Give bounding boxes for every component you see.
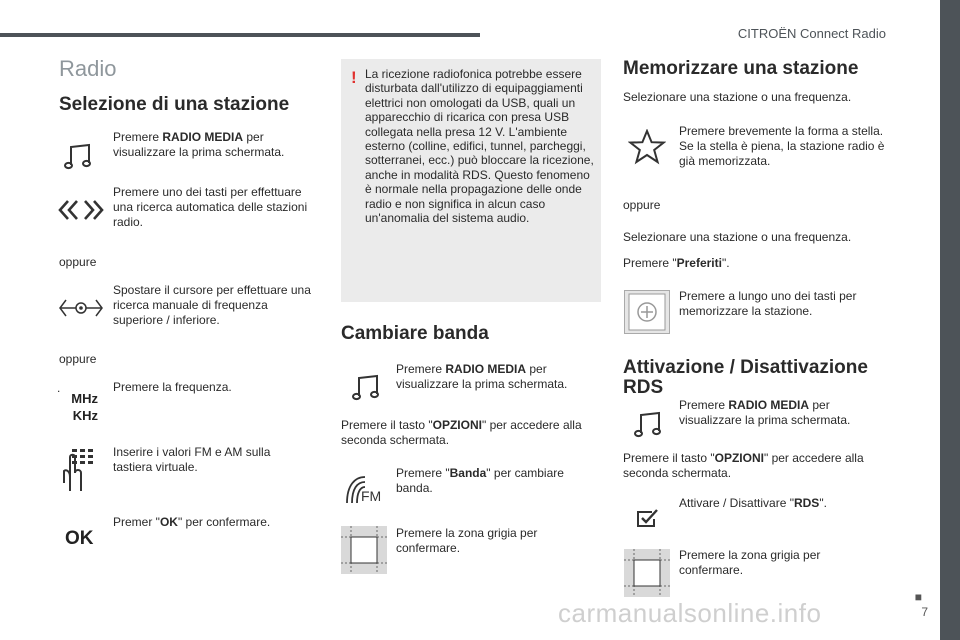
step-long-press: Premere a lungo uno dei tasti per memorizzare la stazione. bbox=[679, 289, 857, 318]
step-preferiti: Premere "Preferiti". bbox=[623, 256, 730, 270]
step-virtual-keyboard: Inserire i valori FM e AM sulla tastiera virtuale. bbox=[113, 445, 271, 474]
warning-icon: ! bbox=[351, 68, 357, 87]
step-confirm-ok: Premer "OK" per confermare. bbox=[113, 515, 271, 529]
step-press-star: Premere brevemente la forma a stella. Se la stella è piena, la stazione radio è già memorizzata. bbox=[679, 124, 885, 168]
star-icon bbox=[628, 129, 666, 165]
step-radio-media: Premere RADIO MEDIA per visualizzare la prima schermata. bbox=[113, 130, 285, 159]
mhz-label: MHz bbox=[71, 391, 98, 406]
frequency-unit-icon bbox=[66, 390, 98, 424]
watermark: carmanualsonline.info bbox=[558, 598, 822, 628]
intro-select-station-2: Selezionare una stazione o una frequenza. bbox=[623, 230, 852, 244]
grey-zone-icon bbox=[341, 526, 387, 574]
music-note-icon bbox=[634, 411, 664, 439]
step-auto-search: Premere uno dei tasti per effettuare una ricerca automatica delle stazioni radio. bbox=[113, 185, 308, 229]
step-press-frequency: Premere la frequenza. bbox=[113, 380, 232, 394]
warning-box bbox=[341, 59, 601, 302]
intro-select-station: Selezionare una stazione o una frequenza. bbox=[623, 90, 852, 104]
frequency-slider-icon bbox=[58, 297, 104, 319]
keypad-icon bbox=[60, 447, 100, 493]
section-title-change-band: Cambiare banda bbox=[341, 323, 489, 344]
music-note-icon bbox=[64, 143, 94, 171]
brand-title: CITROËN Connect Radio bbox=[737, 26, 886, 41]
page-marker: ■ bbox=[914, 590, 922, 604]
oppure-1: oppure bbox=[59, 255, 97, 269]
side-rule bbox=[940, 0, 960, 640]
step-band: Premere "Banda" per cambiare banda. bbox=[396, 466, 564, 495]
rds-title-line1: Attivazione / Disattivazione bbox=[623, 357, 868, 378]
oppure-2: oppure bbox=[59, 352, 97, 366]
step-options-2: Premere il tasto "OPZIONI" per accedere alla seconda schermata. bbox=[623, 451, 864, 480]
step-grey-zone: Premere la zona grigia per confermare. bbox=[396, 526, 538, 555]
page-number: 7 bbox=[921, 605, 928, 619]
music-note-icon bbox=[352, 374, 382, 402]
step-toggle-rds: Attivare / Disattivare "RDS". bbox=[679, 496, 827, 510]
section-title-station-select: Selezione di una stazione bbox=[59, 94, 290, 115]
checkbox-icon bbox=[636, 508, 660, 528]
stray-dot: . bbox=[57, 381, 61, 395]
grey-zone-icon bbox=[624, 549, 670, 597]
fm-label: FM bbox=[361, 488, 382, 504]
step-radio-media-3: Premere RADIO MEDIA per visualizzare la prima schermata. bbox=[679, 398, 851, 427]
chapter-title: Radio bbox=[59, 56, 117, 81]
header-rule bbox=[0, 33, 480, 37]
section-title-save-station: Memorizzare una stazione bbox=[623, 58, 859, 79]
khz-label: KHz bbox=[72, 408, 98, 423]
oppure-3: oppure bbox=[623, 198, 661, 212]
double-chevron-icon bbox=[58, 199, 104, 221]
fm-antenna-icon bbox=[343, 473, 387, 507]
step-grey-zone-2: Premere la zona grigia per confermare. bbox=[679, 548, 821, 577]
ok-icon: OK bbox=[65, 528, 94, 549]
rds-title-line2: RDS bbox=[623, 377, 664, 398]
section-title-rds bbox=[623, 358, 868, 398]
add-preset-icon bbox=[624, 290, 670, 334]
step-options: Premere il tasto "OPZIONI" per accedere alla seconda schermata. bbox=[341, 418, 582, 447]
step-radio-media-2: Premere RADIO MEDIA per visualizzare la prima schermata. bbox=[396, 362, 568, 391]
step-manual-search: Spostare il cursore per effettuare una ricerca manuale di frequenza superiore / inferiore. bbox=[113, 283, 311, 327]
warning-text: La ricezione radiofonica potrebbe essere disturbata dall'utilizzo di equipaggiamenti elettrici non omologati da USB, quali un apparecchio di ricarica con presa USB collegata nella presa 12 V. L'ambiente esterno (colline, edifici, tunnel, parcheggi, sotterranei, ecc.) può bloccare la ricezione, anche in modalità RDS. Questo fenomeno è normale nella propagazione delle onde radio e non significa in alcun caso un'anomalia del sistema audio. bbox=[365, 67, 594, 226]
